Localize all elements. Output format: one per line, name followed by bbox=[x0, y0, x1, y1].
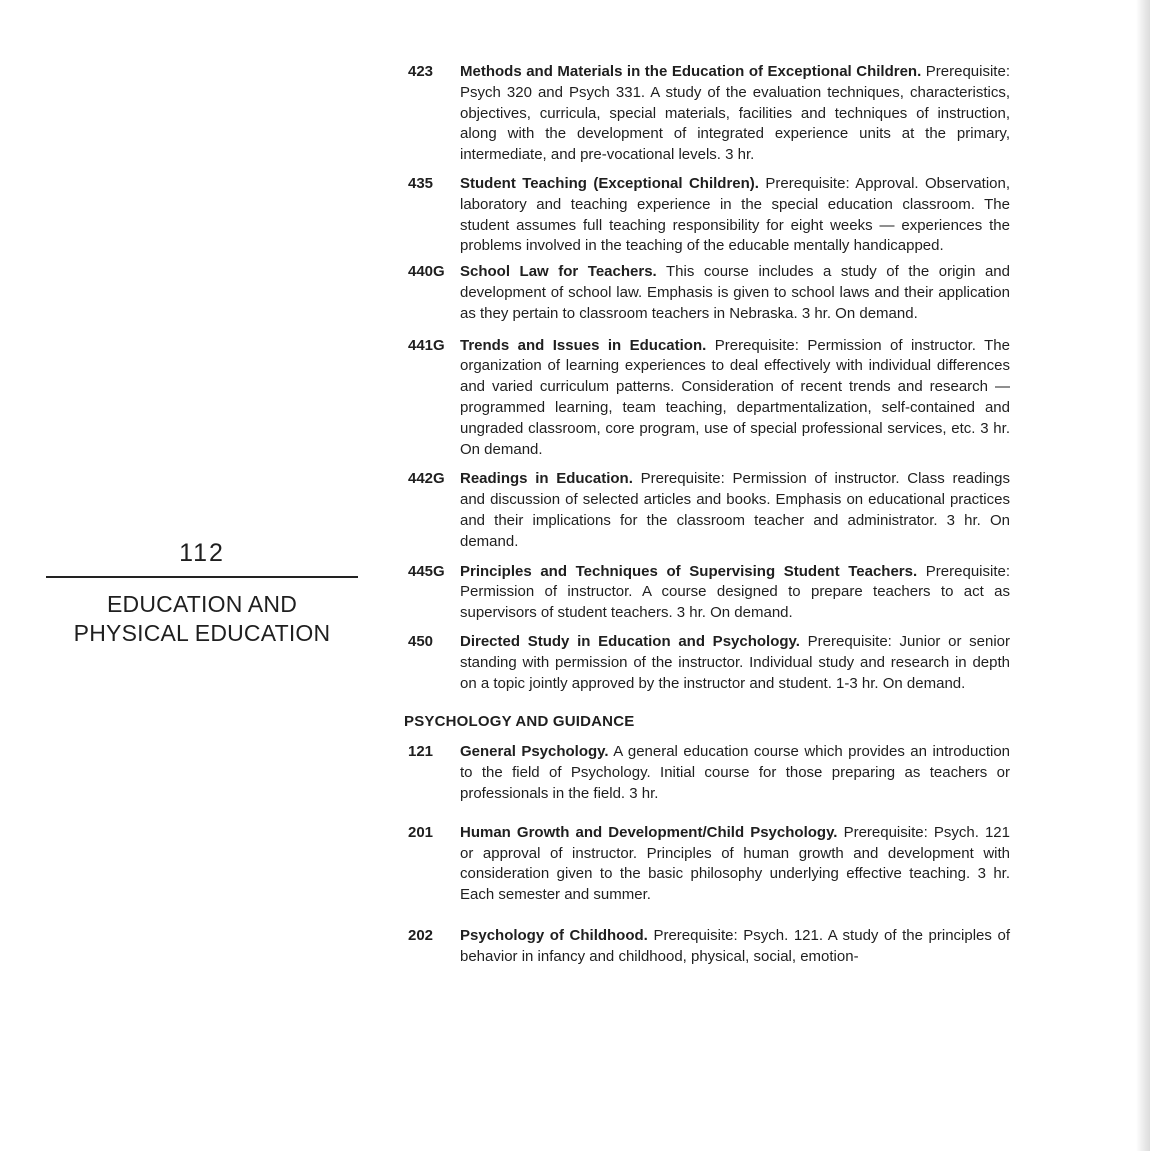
course-code: 201 bbox=[408, 823, 434, 841]
course-body bbox=[460, 336, 1010, 461]
course-entry-423 bbox=[404, 62, 1010, 166]
course-title: Trends and Issues in Education. bbox=[460, 336, 707, 354]
course-title: Human Growth and Development/Child Psychology. bbox=[460, 823, 838, 841]
course-code: 435 bbox=[408, 174, 434, 192]
subsection-header: PSYCHOLOGY AND GUIDANCE bbox=[404, 713, 635, 731]
section-title-line-1: EDUCATION AND bbox=[106, 591, 298, 617]
course-description: Prerequisite: Psych 320 and Psych 331. A study of the evaluation techniques, characteristics, objectives, curricula, special materials, facilities and techniques of instruction, along with the development of integrated experience units at the primary, intermediate, and pre-vocational levels. 3 hr. bbox=[460, 63, 1010, 164]
course-entry-202 bbox=[404, 926, 1010, 968]
course-body bbox=[460, 174, 1010, 257]
course-listing bbox=[404, 62, 1010, 967]
course-description: Prerequisite: Permission of instructor. The organization of learning experiences to deal effectively with individual differences and varied curriculum patterns. Consideration of recent trends and research — programmed learning, team teaching, departmentalization, self-contained and ungraded classroom, core program, use of special professional services, etc. 3 hr. On demand. bbox=[460, 336, 1010, 458]
course-description: Prerequisite: Approval. Observation, laboratory and teaching experience in the special education classroom. The student assumes full teaching responsibility for eight weeks — experiences the problems involved in the teaching of the educable mentally handicapped. bbox=[460, 174, 1011, 255]
course-body bbox=[460, 823, 1010, 906]
course-code: 440G bbox=[408, 263, 445, 281]
course-entry-450 bbox=[404, 632, 1010, 694]
course-title: Psychology of Childhood. bbox=[460, 926, 648, 944]
course-code: 450 bbox=[408, 632, 434, 650]
course-entry-440g bbox=[404, 262, 1010, 324]
course-title: Student Teaching (Exceptional Children). bbox=[460, 174, 759, 192]
page-edge-shadow bbox=[1136, 0, 1150, 1151]
course-entry-121 bbox=[404, 742, 1010, 804]
course-description: Prerequisite: Permission of instructor. A course designed to prepare teachers to act as supervisors of student teachers. 3 hr. On demand. bbox=[460, 562, 1011, 622]
course-code: 202 bbox=[408, 926, 434, 944]
course-entry-445g bbox=[404, 562, 1010, 624]
course-body bbox=[460, 632, 1010, 694]
course-description: A general education course which provides an introduction to the field of Psychology. Initial course for those preparing as teachers or professionals in the field. 3 hr. bbox=[460, 743, 1011, 802]
sidebar-divider bbox=[46, 576, 358, 578]
page-number: 112 bbox=[179, 539, 225, 567]
course-code: 445G bbox=[408, 562, 445, 580]
course-entry-435 bbox=[404, 174, 1010, 257]
course-body bbox=[460, 62, 1010, 166]
course-code: 442G bbox=[408, 470, 445, 488]
course-body bbox=[460, 469, 1010, 552]
course-body bbox=[460, 926, 1010, 968]
course-code: 441G bbox=[408, 336, 445, 354]
course-description: Prerequisite: Junior or senior standing with permission of the instructor. Individual study and research in depth on a topic jointly approved by the instructor and student. 1-3 hr. On demand. bbox=[460, 632, 1010, 692]
course-body bbox=[460, 742, 1010, 804]
course-entry-201 bbox=[404, 823, 1010, 906]
course-title: Methods and Materials in the Education of Exceptional Children. bbox=[460, 63, 922, 80]
course-description: Prerequisite: Psych. 121 or approval of instructor. Principles of human growth and development with consideration given to the basic philosophy underlying effective teaching. 3 hr. Each semester and summer. bbox=[460, 823, 1010, 904]
course-body bbox=[460, 262, 1010, 324]
course-title: School Law for Teachers. bbox=[460, 263, 657, 281]
course-entry-441g bbox=[404, 336, 1010, 461]
course-code: 423 bbox=[408, 63, 434, 80]
section-title bbox=[46, 590, 358, 648]
course-title: Readings in Education. bbox=[460, 470, 633, 488]
section-title-line-2: PHYSICAL EDUCATION bbox=[73, 620, 331, 646]
sidebar bbox=[46, 536, 358, 648]
course-description: Prerequisite: Psych. 121. A study of the principles of behavior in infancy and childhood, physical, social, emotion- bbox=[460, 926, 1010, 965]
course-entry-442g bbox=[404, 469, 1010, 552]
course-title: General Psychology. bbox=[460, 743, 609, 761]
course-description: This course includes a study of the origin and development of school law. Emphasis is given to school laws and their application as they pertain to classroom teachers in Nebraska. 3 hr. On demand. bbox=[460, 263, 1010, 322]
course-code: 121 bbox=[408, 743, 434, 761]
course-title: Principles and Techniques of Supervising Student Teachers. bbox=[460, 562, 918, 580]
course-description: Prerequisite: Permission of instructor. Class readings and discussion of selected articles and books. Emphasis on educational practices and their implications for the classroom teacher and administrator. 3 hr. On demand. bbox=[460, 470, 1010, 550]
course-title: Directed Study in Education and Psychology. bbox=[460, 632, 800, 650]
course-body bbox=[460, 562, 1010, 624]
